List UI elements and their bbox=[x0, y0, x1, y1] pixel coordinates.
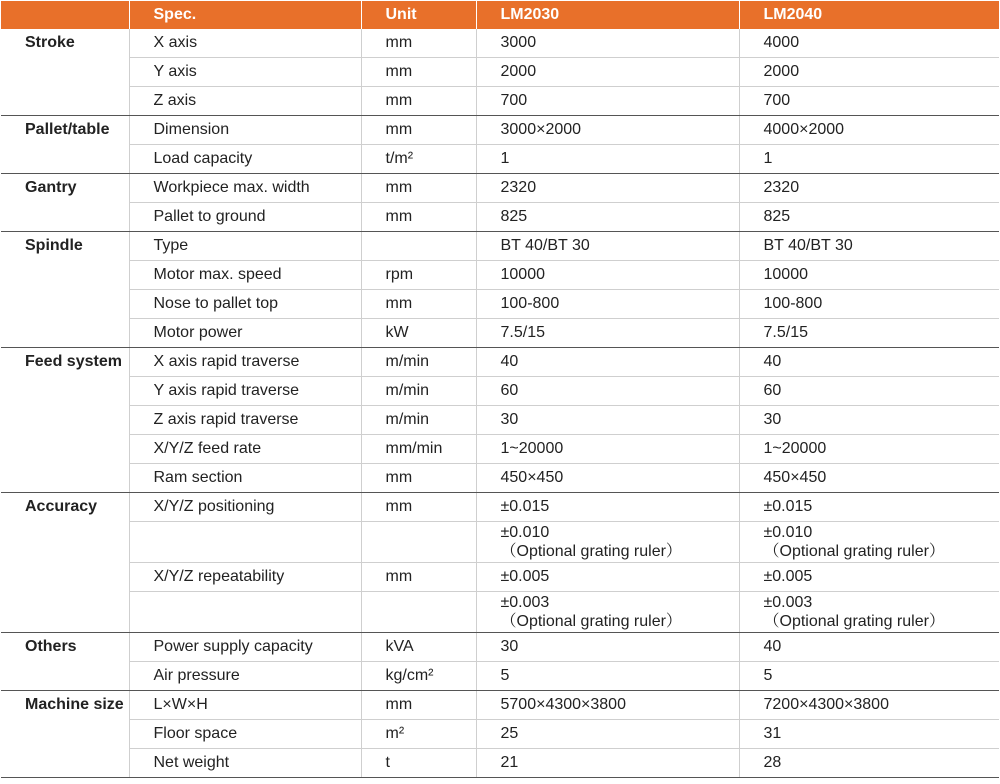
value-lm2030: 25 bbox=[476, 720, 739, 749]
spec-unit: mm bbox=[361, 464, 476, 493]
table-row bbox=[1, 720, 999, 749]
value-line: ±0.003 bbox=[763, 594, 813, 611]
spec-item: Power supply capacity bbox=[129, 633, 361, 662]
header-model-lm2030: LM2030 bbox=[476, 1, 739, 29]
group-label: Feed system bbox=[1, 348, 129, 493]
value-lm2030: 2320 bbox=[476, 174, 739, 203]
value-lm2030: 60 bbox=[476, 377, 739, 406]
spec-item: Nose to pallet top bbox=[129, 290, 361, 319]
value-lm2030 bbox=[476, 592, 739, 633]
value-lm2030 bbox=[476, 522, 739, 563]
spec-unit: m/min bbox=[361, 406, 476, 435]
spec-item: X/Y/Z repeatability bbox=[129, 563, 361, 592]
spec-item: Ram section bbox=[129, 464, 361, 493]
spec-item: Air pressure bbox=[129, 662, 361, 691]
value-lm2030: 21 bbox=[476, 749, 739, 778]
spec-unit: kW bbox=[361, 319, 476, 348]
value-lm2030: 3000×2000 bbox=[476, 116, 739, 145]
value-lm2030: 30 bbox=[476, 633, 739, 662]
value-lm2040: 825 bbox=[739, 203, 999, 232]
spec-item: Z axis bbox=[129, 87, 361, 116]
spec-unit: mm bbox=[361, 116, 476, 145]
value-note: （Optional grating ruler） bbox=[500, 613, 682, 630]
spec-item: Workpiece max. width bbox=[129, 174, 361, 203]
value-lm2040: 100-800 bbox=[739, 290, 999, 319]
spec-unit: m/min bbox=[361, 348, 476, 377]
spec-item: Load capacity bbox=[129, 145, 361, 174]
value-lm2030: 2000 bbox=[476, 58, 739, 87]
group-label: Others bbox=[1, 633, 129, 691]
value-lm2030: 450×450 bbox=[476, 464, 739, 493]
value-lm2040: 2000 bbox=[739, 58, 999, 87]
value-lm2040: 28 bbox=[739, 749, 999, 778]
table-row bbox=[1, 348, 999, 377]
spec-item: Net weight bbox=[129, 749, 361, 778]
value-lm2040: 7.5/15 bbox=[739, 319, 999, 348]
header-model-lm2040: LM2040 bbox=[739, 1, 999, 29]
spec-item bbox=[129, 522, 361, 563]
value-lm2040: ±0.005 bbox=[739, 563, 999, 592]
value-note: （Optional grating ruler） bbox=[763, 543, 945, 560]
table-row bbox=[1, 145, 999, 174]
table-row bbox=[1, 406, 999, 435]
spec-item: Type bbox=[129, 232, 361, 261]
spec-unit: mm bbox=[361, 563, 476, 592]
spec-item: Pallet to ground bbox=[129, 203, 361, 232]
spec-unit: rpm bbox=[361, 261, 476, 290]
table-row bbox=[1, 290, 999, 319]
table-row bbox=[1, 464, 999, 493]
spec-unit: mm bbox=[361, 691, 476, 720]
value-lm2030: 1~20000 bbox=[476, 435, 739, 464]
spec-body bbox=[1, 29, 999, 778]
group-label: Accuracy bbox=[1, 493, 129, 633]
table-row bbox=[1, 633, 999, 662]
spec-item: Y axis rapid traverse bbox=[129, 377, 361, 406]
value-lm2040: 40 bbox=[739, 633, 999, 662]
value-lm2040 bbox=[739, 592, 999, 633]
spec-unit: t bbox=[361, 749, 476, 778]
value-note: （Optional grating ruler） bbox=[500, 543, 682, 560]
value-lm2040: 700 bbox=[739, 87, 999, 116]
table-row bbox=[1, 174, 999, 203]
value-lm2040: 1 bbox=[739, 145, 999, 174]
spec-item: X axis rapid traverse bbox=[129, 348, 361, 377]
spec-unit: mm bbox=[361, 290, 476, 319]
spec-unit: mm/min bbox=[361, 435, 476, 464]
value-lm2030: 1 bbox=[476, 145, 739, 174]
spec-item: Motor power bbox=[129, 319, 361, 348]
value-lm2040: 60 bbox=[739, 377, 999, 406]
spec-item: X/Y/Z positioning bbox=[129, 493, 361, 522]
value-lm2040: 450×450 bbox=[739, 464, 999, 493]
spec-item: X/Y/Z feed rate bbox=[129, 435, 361, 464]
group-label: Pallet/table bbox=[1, 116, 129, 174]
value-line: ±0.010 bbox=[500, 524, 550, 541]
table-row bbox=[1, 203, 999, 232]
header-unit: Unit bbox=[361, 1, 476, 29]
table-row bbox=[1, 116, 999, 145]
value-lm2040: 30 bbox=[739, 406, 999, 435]
value-lm2040: 5 bbox=[739, 662, 999, 691]
table-row bbox=[1, 592, 999, 633]
value-lm2030: 3000 bbox=[476, 29, 739, 58]
spec-unit: m/min bbox=[361, 377, 476, 406]
table-row bbox=[1, 435, 999, 464]
header-group-cell bbox=[1, 1, 129, 29]
table-row bbox=[1, 261, 999, 290]
spec-unit bbox=[361, 522, 476, 563]
group-label: Spindle bbox=[1, 232, 129, 348]
spec-unit: mm bbox=[361, 203, 476, 232]
value-note: （Optional grating ruler） bbox=[763, 613, 945, 630]
spec-item: Y axis bbox=[129, 58, 361, 87]
spec-unit: t/m² bbox=[361, 145, 476, 174]
spec-table bbox=[1, 1, 1000, 778]
spec-item: X axis bbox=[129, 29, 361, 58]
value-lm2040: 7200×4300×3800 bbox=[739, 691, 999, 720]
value-lm2030: 700 bbox=[476, 87, 739, 116]
value-lm2030: ±0.015 bbox=[476, 493, 739, 522]
spec-item: Dimension bbox=[129, 116, 361, 145]
value-lm2040: BT 40/BT 30 bbox=[739, 232, 999, 261]
spec-unit bbox=[361, 232, 476, 261]
header-spec: Spec. bbox=[129, 1, 361, 29]
table-row bbox=[1, 522, 999, 563]
value-lm2040 bbox=[739, 522, 999, 563]
spec-item: L×W×H bbox=[129, 691, 361, 720]
value-lm2030: 5700×4300×3800 bbox=[476, 691, 739, 720]
value-lm2030: 40 bbox=[476, 348, 739, 377]
spec-unit: mm bbox=[361, 87, 476, 116]
table-row bbox=[1, 749, 999, 778]
value-lm2030: BT 40/BT 30 bbox=[476, 232, 739, 261]
spec-unit: mm bbox=[361, 29, 476, 58]
table-row bbox=[1, 662, 999, 691]
value-lm2030: 100-800 bbox=[476, 290, 739, 319]
value-line: ±0.003 bbox=[500, 594, 550, 611]
spec-item: Motor max. speed bbox=[129, 261, 361, 290]
spec-unit: m² bbox=[361, 720, 476, 749]
value-line: ±0.010 bbox=[763, 524, 813, 541]
group-label: Machine size bbox=[1, 691, 129, 778]
value-lm2030: ±0.005 bbox=[476, 563, 739, 592]
header-row bbox=[1, 1, 999, 29]
value-lm2040: 40 bbox=[739, 348, 999, 377]
table-row bbox=[1, 563, 999, 592]
spec-unit: mm bbox=[361, 174, 476, 203]
table-row bbox=[1, 493, 999, 522]
value-lm2040: 4000×2000 bbox=[739, 116, 999, 145]
spec-unit: mm bbox=[361, 493, 476, 522]
spec-item bbox=[129, 592, 361, 633]
value-lm2030: 825 bbox=[476, 203, 739, 232]
value-lm2040: 10000 bbox=[739, 261, 999, 290]
spec-item: Floor space bbox=[129, 720, 361, 749]
spec-unit: kg/cm² bbox=[361, 662, 476, 691]
value-lm2040: 2320 bbox=[739, 174, 999, 203]
spec-unit: kVA bbox=[361, 633, 476, 662]
spec-unit: mm bbox=[361, 58, 476, 87]
value-lm2030: 5 bbox=[476, 662, 739, 691]
table-row bbox=[1, 691, 999, 720]
group-label: Gantry bbox=[1, 174, 129, 232]
group-label: Stroke bbox=[1, 29, 129, 116]
value-lm2030: 7.5/15 bbox=[476, 319, 739, 348]
value-lm2040: 31 bbox=[739, 720, 999, 749]
table-row bbox=[1, 29, 999, 58]
table-row bbox=[1, 87, 999, 116]
spec-item: Z axis rapid traverse bbox=[129, 406, 361, 435]
value-lm2040: 1~20000 bbox=[739, 435, 999, 464]
table-row bbox=[1, 377, 999, 406]
value-lm2040: 4000 bbox=[739, 29, 999, 58]
table-row bbox=[1, 319, 999, 348]
value-lm2030: 10000 bbox=[476, 261, 739, 290]
table-row bbox=[1, 232, 999, 261]
value-lm2040: ±0.015 bbox=[739, 493, 999, 522]
spec-unit bbox=[361, 592, 476, 633]
value-lm2030: 30 bbox=[476, 406, 739, 435]
table-row bbox=[1, 58, 999, 87]
